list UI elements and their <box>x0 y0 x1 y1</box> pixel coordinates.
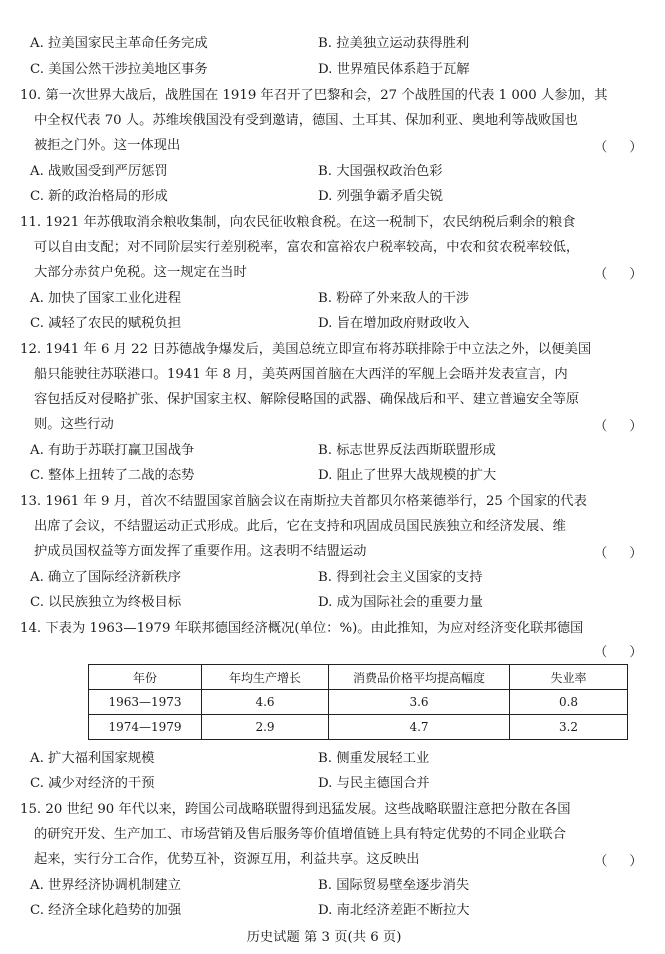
q13-option-b: B. 得到社会主义国家的支持 <box>318 570 483 585</box>
q9-option-d: D. 世界殖民体系趋于瓦解 <box>318 62 470 77</box>
q13-option-d: D. 成为国际社会的重要力量 <box>318 595 483 610</box>
table-row <box>89 690 628 715</box>
q14-option-c: C. 减少对经济的干预 <box>30 776 155 791</box>
table-cell: 0.8 <box>510 690 628 715</box>
table-cell: 3.6 <box>329 690 510 715</box>
q13-stem-line3: 护成员国权益等方面发挥了重要作用。这表明不结盟运动 <box>34 544 367 559</box>
table-cell: 1974—1979 <box>89 715 202 740</box>
q15-stem-line2: 的研究开发、生产加工、市场营销及售后服务等价值增值链上具有特定优势的不同企业联合 <box>34 827 566 842</box>
q14-option-a: A. 扩大福利国家规模 <box>30 751 155 766</box>
q11-stem-line3: 大部分赤贫户免税。这一规定在当时 <box>34 265 247 280</box>
q12-answer-blank: （） <box>594 419 665 434</box>
q15-option-b: B. 国际贸易壁垒逐步消失 <box>318 878 470 893</box>
q10-stem-line2: 中全权代表 70 人。苏维埃俄国没有受到邀请，德国、土耳其、保加利亚、奥地利等战败国也 <box>34 113 578 128</box>
q14-option-b: B. 侧重发展轻工业 <box>318 751 430 766</box>
q14-option-d: D. 与民主德国合并 <box>318 776 430 791</box>
q15-option-a: A. 世界经济协调机制建立 <box>30 878 182 893</box>
table-header-cell: 消费品价格平均提高幅度 <box>329 665 510 690</box>
table-cell: 2.9 <box>202 715 329 740</box>
q14-stem-line1: 14. 下表为 1963—1979 年联邦德国经济概况(单位：%)。由此推知，为应对经济变化联邦德国 <box>20 621 584 636</box>
q13-option-a: A. 确立了国际经济新秩序 <box>30 570 182 585</box>
q10-stem-line1: 10. 第一次世界大战后，战胜国在 1919 年召开了巴黎和会，27 个战胜国的代表 1 000 人参加，其 <box>20 88 608 103</box>
q12-stem-line3: 容包括反对侵略扩张、保护国家主权、解除侵略国的武器、确保战后和平、建立普遍安全等原 <box>34 392 580 407</box>
table-cell: 1963—1973 <box>89 690 202 715</box>
table-cell: 4.7 <box>329 715 510 740</box>
q12-stem-line1: 12. 1941 年 6 月 22 日苏德战争爆发后，美国总统立即宣布将苏联排除于中立法之外，以便美国 <box>20 342 592 357</box>
q11-option-a: A. 加快了国家工业化进程 <box>30 291 182 306</box>
table-header-cell: 年均生产增长 <box>202 665 329 690</box>
q9-option-c: C. 美国公然干涉拉美地区事务 <box>30 62 208 77</box>
q10-option-a: A. 战败国受到严厉惩罚 <box>30 164 168 179</box>
q15-option-c: C. 经济全球化趋势的加强 <box>30 903 182 918</box>
q15-option-d: D. 南北经济差距不断拉大 <box>318 903 470 918</box>
q10-option-d: D. 列强争霸矛盾尖锐 <box>318 189 444 204</box>
table-header-cell: 失业率 <box>510 665 628 690</box>
table-header-row <box>89 665 628 690</box>
q10-option-c: C. 新的政治格局的形成 <box>30 189 168 204</box>
q13-stem-line1: 13. 1961 年 9 月，首次不结盟国家首脑会议在南斯拉夫首都贝尔格莱德举行，25 个国家的代表 <box>20 494 587 509</box>
page-footer: 历史试题 第 3 页(共 6 页) <box>246 930 402 945</box>
q11-stem-line1: 11. 1921 年苏俄取消余粮收集制，向农民征收粮食税。在这一税制下，农民纳税后剩余的粮食 <box>20 215 576 230</box>
q12-stem-line4: 则。这些行动 <box>34 417 114 432</box>
table-header-cell: 年份 <box>89 665 202 690</box>
q13-answer-blank: （） <box>594 546 665 561</box>
q14-answer-blank: （） <box>594 645 665 660</box>
q12-stem-line2: 船只能驶往苏联港口。1941 年 8 月，美英两国首脑在大西洋的军舰上会晤并发表宣言，内 <box>34 367 568 382</box>
q12-option-d: D. 阻止了世界大战规模的扩大 <box>318 468 497 483</box>
table-row <box>89 715 628 740</box>
q12-option-c: C. 整体上扭转了二战的态势 <box>30 468 195 483</box>
q13-stem-line2: 出席了会议，不结盟运动正式形成。此后，它在支持和巩固成员国民族独立和经济发展、维 <box>34 519 566 534</box>
table-cell: 4.6 <box>202 690 329 715</box>
q13-option-c: C. 以民族独立为终极目标 <box>30 595 182 610</box>
q15-answer-blank: （） <box>594 854 665 869</box>
q11-option-c: C. 减轻了农民的赋税负担 <box>30 316 182 331</box>
q10-option-b: B. 大国强权政治色彩 <box>318 164 443 179</box>
q10-stem-line3: 被拒之门外。这一体现出 <box>34 138 181 153</box>
q12-option-b: B. 标志世界反法西斯联盟形成 <box>318 443 496 458</box>
q15-stem-line3: 起来，实行分工合作，优势互补，资源互用，利益共享。这反映出 <box>34 852 420 867</box>
q10-answer-blank: （） <box>594 140 665 155</box>
q11-stem-line2: 可以自由支配；对不同阶层实行差别税率，富农和富裕农户税率较高，中农和贫农税率较低， <box>34 240 580 255</box>
q11-answer-blank: （） <box>594 267 665 282</box>
q9-option-b: B. 拉美独立运动获得胜利 <box>318 36 470 51</box>
economy-table <box>88 664 628 740</box>
q11-option-d: D. 旨在增加政府财政收入 <box>318 316 470 331</box>
table-cell: 3.2 <box>510 715 628 740</box>
q11-option-b: B. 粉碎了外来敌人的干涉 <box>318 291 470 306</box>
q9-option-a: A. 拉美国家民主革命任务完成 <box>30 36 208 51</box>
q15-stem-line1: 15. 20 世纪 90 年代以来，跨国公司战略联盟得到迅猛发展。这些战略联盟注意把分散在各国 <box>20 802 571 817</box>
q12-option-a: A. 有助于苏联打赢卫国战争 <box>30 443 195 458</box>
